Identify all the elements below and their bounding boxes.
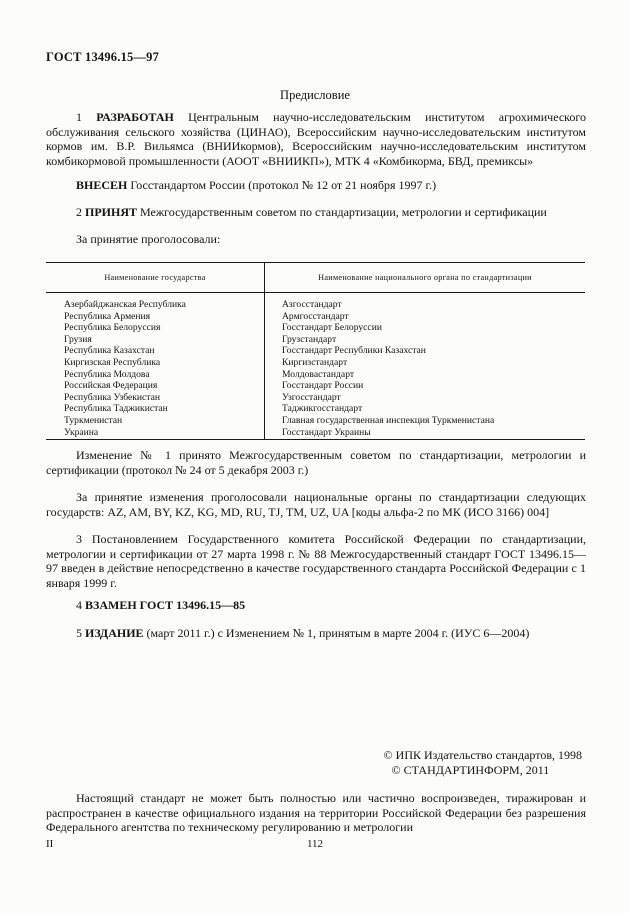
state-cell: Туркменистан (46, 415, 265, 427)
page-roman-numeral: II (46, 838, 54, 850)
table-row (46, 334, 585, 346)
item-number: 4 (76, 598, 85, 612)
state-cell: Республика Молдова (46, 369, 265, 381)
keyword-developed: РАЗРАБОТАН (96, 110, 174, 124)
paragraph-text: За принятие проголосовали: (76, 232, 221, 246)
footer-notice (46, 791, 586, 835)
table-row (46, 403, 585, 415)
paragraph-change-vote (46, 490, 586, 519)
keyword-introduced: ВНЕСЕН (76, 178, 128, 192)
copyright-line: © ИПК Издательство стандартов, 1998 (383, 748, 582, 762)
paragraph-text: Межгосударственным советом по стандартизации, метрологии и сертификации (137, 205, 547, 219)
state-cell: Азербайджанская Республика (46, 293, 265, 311)
state-cell: Республика Таджикистан (46, 403, 265, 415)
paragraph-text: Изменение № 1 принято Межгосударственным советом по стандартизации, метрологии и сертификации (протокол № 24 от 5 декабря 2003 г.) (46, 448, 586, 477)
column-header-body: Наименование национального органа по стандартизации (265, 263, 586, 293)
body-cell: Госстандарт Украины (265, 427, 586, 440)
paragraph-edition (46, 626, 586, 641)
body-cell: Главная государственная инспекция Туркменистана (282, 414, 495, 426)
state-cell: Республика Белоруссия (46, 322, 265, 334)
state-cell: Украина (46, 427, 265, 440)
body-cell: Киргизстандарт (282, 356, 348, 368)
paragraph-adopted (46, 205, 586, 220)
body-cell: Азгосстандарт (282, 299, 342, 310)
table-row (46, 380, 585, 392)
item-number: 2 (76, 205, 85, 219)
state-cell: Киргизская Республика (46, 357, 265, 369)
paragraph-text: (март 2011 г.) с Изменением № 1, принятым в марте 2004 г. (ИУС 6—2004) (143, 626, 530, 640)
copyright-line: © СТАНДАРТИНФОРМ, 2011 (391, 763, 550, 778)
table-row (46, 369, 585, 381)
paragraph-enacted (46, 532, 586, 590)
body-cell: Армгосстандарт (282, 310, 349, 322)
item-number: 1 (76, 110, 97, 124)
state-cell: Грузия (46, 334, 265, 346)
voting-states-table (46, 262, 585, 440)
paragraph-text: 3 Постановлением Государственного комитета Российской Федерации по стандартизации, метрологии и сертификации от 27 марта 1998 г. № 88 Межгосударственный стандарт ГОСТ 13496.15—97 введен в действие непосредственно в качестве государственного стандарта Российской Федерации с 1 января 1999 г. (46, 532, 586, 590)
body-cell: Узгосстандарт (282, 391, 341, 403)
keyword-edition: ИЗДАНИЕ (85, 626, 144, 640)
table-row (46, 392, 585, 404)
paragraph-developed (46, 110, 586, 168)
state-cell: Республика Казахстан (46, 345, 265, 357)
paragraph-replaced (46, 598, 586, 613)
table-header-row (46, 263, 585, 293)
paragraph-text: Центральным научно-исследовательским институтом агрохимического обслуживания сельского хозяйства (ЦИНАО), Всероссийским научно-исследовательским институтом кормов им. В.Р. Вильямса (ВНИИкормов), Всероссийским научно-исследовательским институтом комбикормовой промышленности (АООТ «ВНИИКП»), МТК 4 «Комбикорма, БВД, премиксы» (46, 110, 586, 168)
table-row (46, 293, 585, 311)
state-cell: Республика Узбекистан (46, 392, 265, 404)
keyword-adopted: ПРИНЯТ (85, 205, 138, 219)
column-header-state: Наименование государства (46, 263, 265, 293)
table-row (46, 427, 585, 440)
keyword-replaced: ВЗАМЕН ГОСТ 13496.15—85 (85, 598, 246, 612)
body-cell: Госстандарт Белоруссии (282, 322, 382, 334)
table-row (46, 322, 585, 334)
body-cell: Госстандарт Республики Казахстан (282, 345, 426, 357)
table-row (46, 345, 585, 357)
page-number: 112 (306, 838, 324, 850)
paragraph-text: Настоящий стандарт не может быть полностью или частично воспроизведен, тиражирован и распространен в качестве официального издания на территории Российской Федерации без разрешения Федерального агентства по техническому регулированию и метрологии (46, 791, 586, 835)
table-row (46, 415, 585, 427)
table-row (46, 311, 585, 323)
copyright-block (384, 748, 582, 778)
section-title: Предисловие (280, 88, 350, 102)
state-cell: Республика Армения (46, 311, 265, 323)
table-row (46, 357, 585, 369)
body-cell: Таджикгосстандарт (282, 403, 363, 415)
body-cell: Грузстандарт (282, 333, 337, 345)
body-cell: Молдовастандарт (282, 368, 355, 380)
paragraph-text: Госстандартом России (протокол № 12 от 21 ноября 1997 г.) (127, 178, 437, 192)
paragraph-change (46, 448, 586, 477)
state-cell: Российская Федерация (46, 380, 265, 392)
paragraph-voted (46, 232, 586, 247)
body-cell: Госстандарт России (282, 380, 364, 392)
document-id: ГОСТ 13496.15—97 (46, 50, 160, 64)
paragraph-introduced (46, 178, 586, 193)
item-number: 5 (76, 626, 85, 640)
paragraph-text: За принятие изменения проголосовали национальные органы по стандартизации следующих государств: AZ, AM, BY, KZ, KG, MD, RU, TJ, TM, UZ, UA [коды альфа-2 по МК (ИСО 3166) 004] (46, 490, 586, 519)
